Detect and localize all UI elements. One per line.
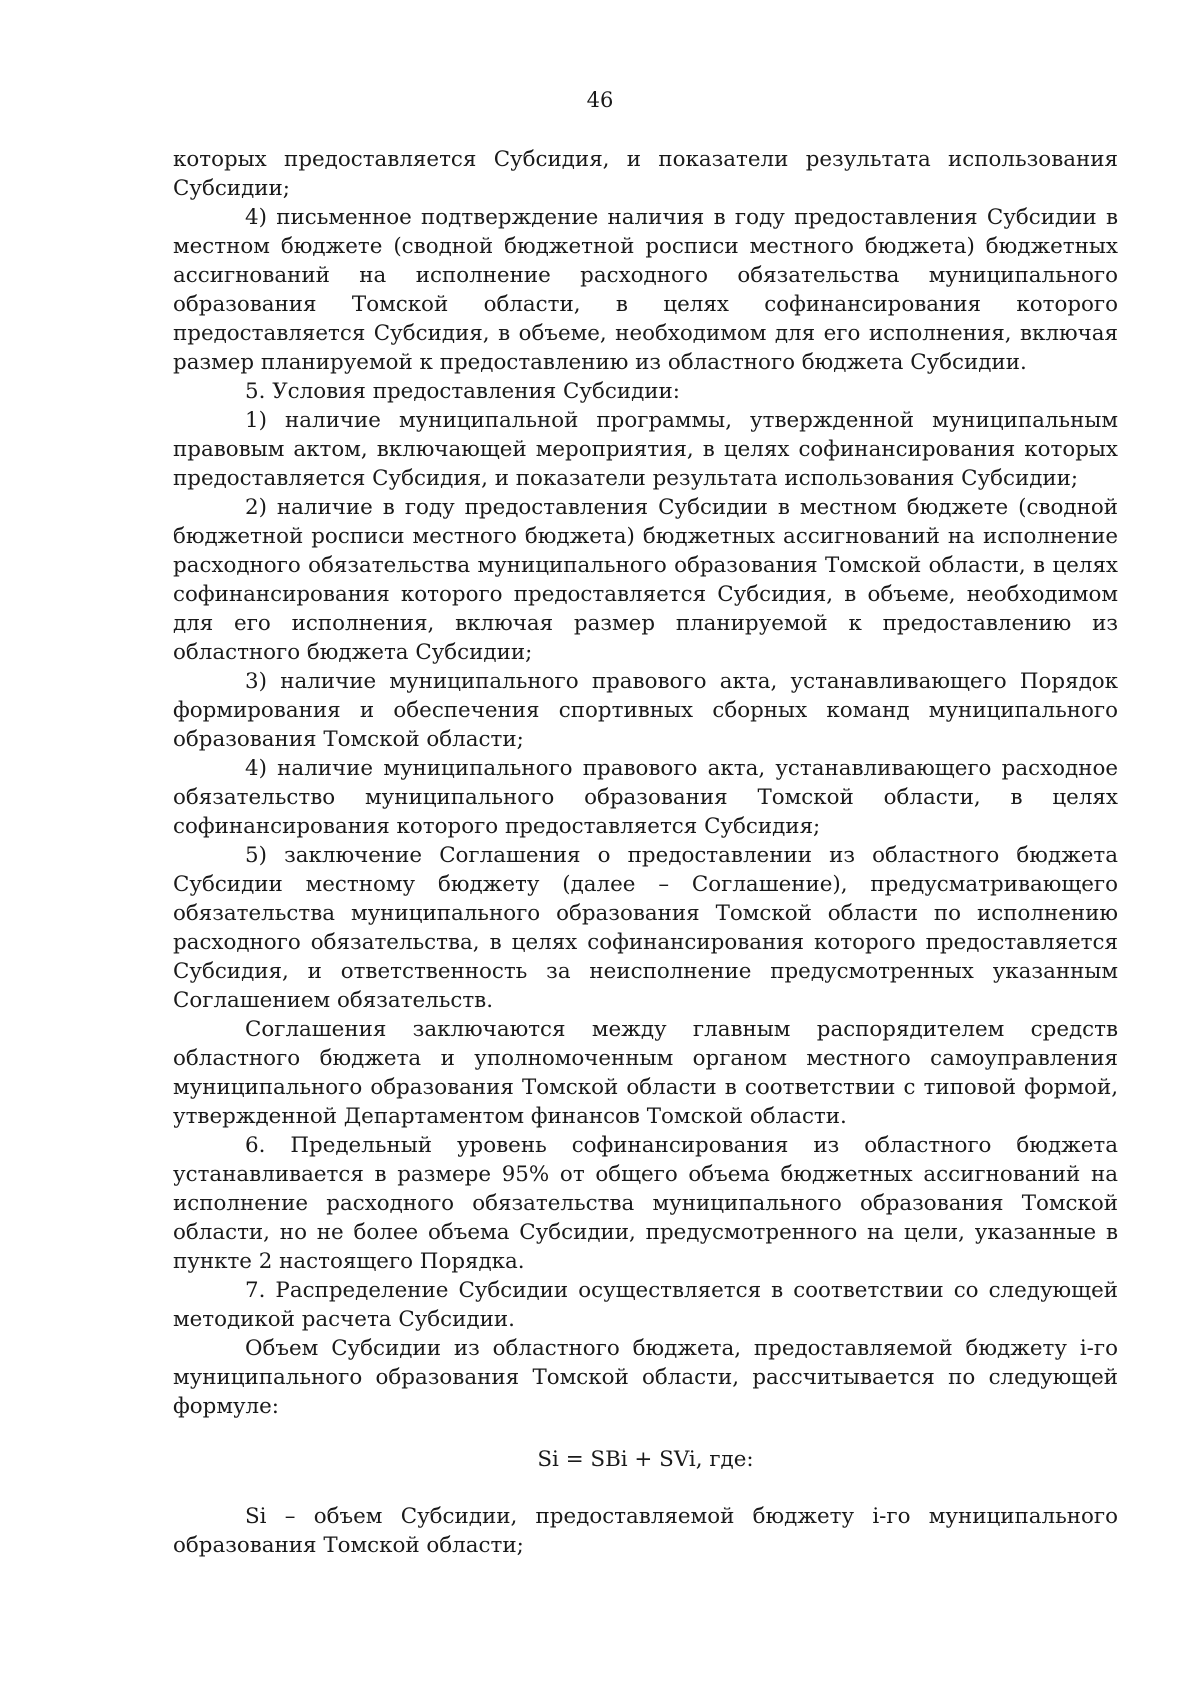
paragraphs-top: [173, 145, 1118, 1421]
paragraph: 4) письменное подтверждение наличия в году предоставления Субсидии в местном бюджете (сводной бюджетной росписи местного бюджета) бюджетных ассигнований на исполнение расходного обязательства муниципального образования Томской области, в целях софинансирования которого предоставляется Субсидия, в объеме, необходимом для его исполнения, включая размер планируемой к предоставлению из областного бюджета Субсидии.: [173, 205, 1118, 375]
paragraph: которых предоставляется Субсидия, и показатели результата использования Субсидии;: [173, 147, 1118, 201]
paragraph: 5. Условия предоставления Субсидии:: [245, 379, 680, 404]
paragraph: 3) наличие муниципального правового акта, устанавливающего Порядок формирования и обеспечения спортивных сборных команд муниципального образования Томской области;: [173, 669, 1118, 752]
paragraph: 6. Предельный уровень софинансирования из областного бюджета устанавливается в размере 95% от общего объема бюджетных ассигнований на исполнение расходного обязательства муниципального образования Томской области, но не более объема Субсидии, предусмотренного на цели, указанные в пункте 2 настоящего Порядка.: [173, 1133, 1118, 1274]
paragraph: 4) наличие муниципального правового акта, устанавливающего расходное обязательство муниципального образования Томской области, в целях софинансирования которого предоставляется Субсидия;: [173, 756, 1118, 839]
document-body: [173, 145, 1118, 1560]
paragraphs-bottom: [173, 1502, 1118, 1560]
paragraph: 5) заключение Соглашения о предоставлении из областного бюджета Субсидии местному бюджету (далее – Соглашение), предусматривающего обязательства муниципального образования Томской области по исполнению расходного обязательства, в целях софинансирования которого предоставляется Субсидия, и ответственность за неисполнение предусмотренных указанным Соглашением обязательств.: [173, 843, 1118, 1013]
paragraph: Соглашения заключаются между главным распорядителем средств областного бюджета и уполномоченным органом местного самоуправления муниципального образования Томской области в соответствии с типовой формой, утвержденной Департаментом финансов Томской области.: [173, 1017, 1118, 1129]
page-number: 46: [586, 88, 614, 112]
paragraph: Объем Субсидии из областного бюджета, предоставляемой бюджету i-го муниципального образования Томской области, рассчитывается по следующей формуле:: [173, 1336, 1118, 1419]
paragraph: 1) наличие муниципальной программы, утвержденной муниципальным правовым актом, включающей мероприятия, в целях софинансирования которых предоставляется Субсидия, и показатели результата использования Субсидии;: [173, 408, 1118, 491]
formula: Si = SBi + SVi, где:: [537, 1447, 754, 1472]
paragraph: 7. Распределение Субсидии осуществляется в соответствии со следующей методикой расчета Субсидии.: [173, 1278, 1118, 1332]
paragraph: Si – объем Субсидии, предоставляемой бюджету i-го муниципального образования Томской области;: [173, 1504, 1118, 1558]
paragraph: 2) наличие в году предоставления Субсидии в местном бюджете (сводной бюджетной росписи местного бюджета) бюджетных ассигнований на исполнение расходного обязательства муниципального образования Томской области, в целях софинансирования которого предоставляется Субсидия, в объеме, необходимом для его исполнения, включая размер планируемой к предоставлению из областного бюджета Субсидии;: [173, 495, 1118, 665]
